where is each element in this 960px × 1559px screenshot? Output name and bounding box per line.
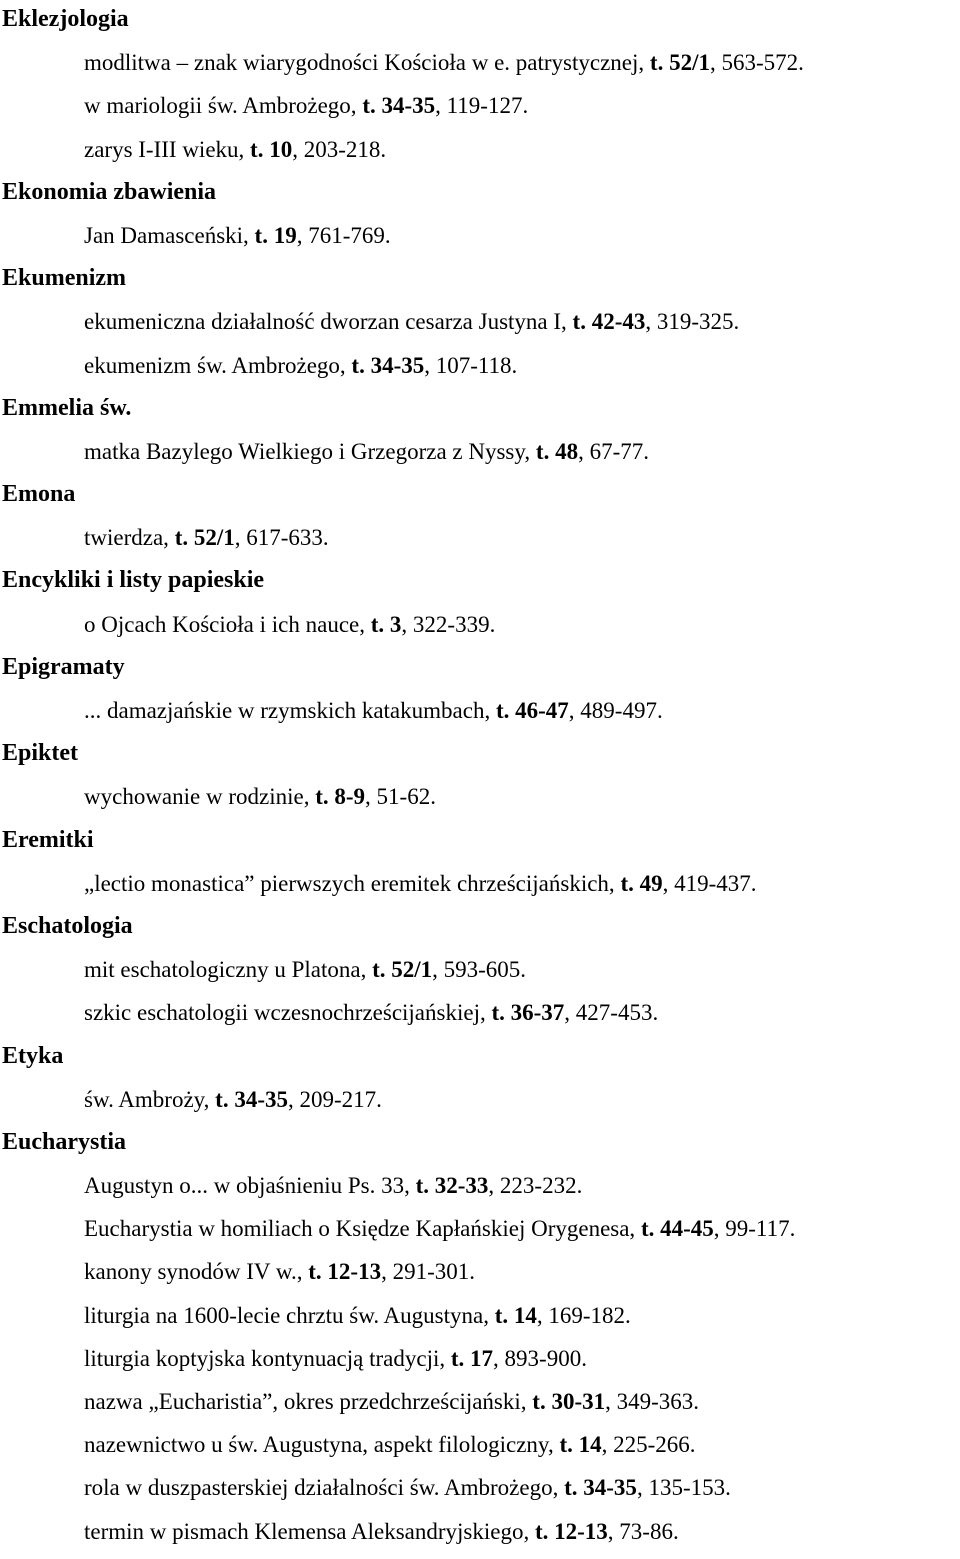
entry-pages: , 563-572. [709,50,804,76]
index-heading: Encykliki i listy papieskie [2,567,265,594]
entry-volume: t. 52/1 [649,50,710,76]
entry-text: modlitwa – znak wiarygodności Kościoła w e. patrystycznej, [84,50,650,76]
index-entry [0,1510,960,1553]
index-group [0,646,960,732]
index-entry [0,430,960,473]
index-heading: Eschatologia [2,912,133,939]
entry-pages: , 593-605. [432,957,527,983]
index-entry [0,948,960,991]
index-entry [0,862,960,905]
index-entry [0,1423,960,1466]
index-heading: Ekonomia zbawienia [2,178,217,205]
index-entry [0,1250,960,1293]
entry-pages: , 135-153. [636,1475,731,1501]
entry-text: nazwa „Eucharistia”, okres przedchrześcijański, [84,1389,533,1414]
entry-text: matka Bazylego Wielkiego i Grzegorza z Nyssy, [84,438,536,464]
index-heading: Emona [2,481,76,508]
entry-volume: t. 14 [494,1302,537,1328]
index-group [0,905,960,1035]
entry-pages: , 99-117. [713,1216,796,1242]
entry-volume: t. 8-9 [315,784,366,810]
entry-pages: , 427-453. [564,1000,659,1026]
index-entry [0,1164,960,1207]
index-entry [0,344,960,387]
entry-volume: t. 52/1 [372,957,433,983]
index-entry [0,603,960,646]
index-entry [0,1466,960,1509]
entry-volume: t. 34-35 [362,93,436,119]
entry-pages: , 119-127. [435,93,529,119]
entry-pages: , 349-363. [605,1389,700,1414]
entry-volume: t. 34-35 [215,1086,288,1112]
entry-text: liturgia koptyjska kontynuacją tradycji, [84,1345,451,1371]
entry-text: zarys I-III wieku, [84,136,251,162]
entry-volume: t. 3 [370,611,402,637]
index-entry [0,84,960,127]
entry-pages: , 225-266. [601,1432,696,1458]
index-entry [0,991,960,1034]
entry-text: Eucharystia w homiliach o Księdze Kapłańskiej Orygenesa, [84,1216,641,1242]
index-group [0,387,960,473]
entry-text: twierdza, [84,525,175,551]
index-entry [0,1294,960,1337]
entry-volume: t. 48 [535,438,579,464]
entry-text: mit eschatologiczny u Platona, [84,957,373,983]
entry-pages: , 761-769. [296,222,391,248]
entry-text: ekumenizm św. Ambrożego, [84,352,352,378]
entry-text: „lectio monastica” pierwszych eremitek chrześcijańskich, [84,870,621,896]
entry-pages: , 319-325. [645,309,740,335]
entry-pages: , 322-339. [401,611,496,637]
entry-text: o Ojcach Kościoła i ich nauce, [84,611,371,637]
entry-text: wychowanie w rodzinie, [84,784,316,810]
entry-volume: t. 12-13 [534,1518,608,1544]
entry-text: ekumeniczna działalność dworzan cesarza Justyna I, [84,309,573,335]
entry-pages: , 617-633. [234,525,329,551]
entry-volume: t. 17 [450,1345,494,1371]
entry-text: św. Ambroży, [84,1086,216,1112]
index-heading: Eucharystia [2,1128,127,1155]
entry-pages: , 51-62. [365,784,436,810]
index-heading: Eklezjologia [2,6,129,32]
entry-volume: t. 49 [620,870,663,896]
entry-volume: t. 19 [254,222,297,248]
index-group [0,732,960,818]
index-entry [0,775,960,818]
entry-volume: t. 14 [559,1432,602,1458]
index-group [0,559,960,645]
entry-volume: t. 46-47 [495,698,569,723]
entry-text: Augustyn o... w objaśnieniu Ps. 33, [84,1173,416,1199]
entry-text: kanony synodów IV w., [84,1259,309,1285]
index-heading: Epigramaty [2,653,125,680]
entry-text: ... damazjańskie w rzymskich katakumbach, [84,698,496,723]
index-group [0,171,960,257]
entry-pages: , 489-497. [568,698,663,723]
index-heading: Emmelia św. [2,394,132,421]
index-entry [0,689,960,732]
index-entry [0,128,960,171]
index-group [0,1121,960,1553]
entry-pages: , 209-217. [288,1086,382,1112]
entry-text: szkic eschatologii wczesnochrześcijańskiej, [84,1000,492,1026]
index-group [0,1035,960,1121]
entry-text: rola w duszpasterskiej działalności św. Ambrożego, [84,1475,565,1501]
entry-pages: , 107-118. [424,352,518,378]
entry-text: w mariologii św. Ambrożego, [84,93,363,119]
index-entry [0,1207,960,1250]
entry-text: Jan Damasceński, [84,222,255,248]
entry-text: termin w pismach Klemensa Aleksandryjskiego, [84,1518,535,1544]
entry-volume: t. 42-43 [572,309,646,335]
index-heading: Ekumenizm [2,265,127,292]
index-heading: Epiktet [2,740,79,767]
entry-pages: , 893-900. [493,1345,587,1371]
index-group [0,257,960,387]
index-group [0,819,960,905]
entry-volume: t. 10 [250,136,293,162]
entry-volume: t. 30-31 [532,1389,606,1414]
index-heading: Eremitki [2,826,94,853]
index-entry [0,1078,960,1121]
entry-pages: , 67-77. [578,438,649,464]
entry-volume: t. 32-33 [415,1173,489,1199]
index-entry [0,41,960,84]
index-heading: Etyka [2,1042,64,1069]
index-group [0,473,960,559]
entry-volume: t. 36-37 [491,1000,565,1026]
entry-volume: t. 34-35 [351,352,425,378]
index-entry [0,1380,960,1423]
entry-pages: , 169-182. [536,1302,631,1328]
index-entry [0,214,960,257]
entry-volume: t. 12-13 [308,1259,382,1285]
entry-text: liturgia na 1600-lecie chrztu św. Augustyna, [84,1302,495,1328]
entry-text: nazewnictwo u św. Augustyna, aspekt filologiczny, [84,1432,560,1458]
index-entry [0,300,960,343]
index-entry [0,516,960,559]
entry-volume: t. 34-35 [564,1475,637,1501]
entry-volume: t. 44-45 [640,1216,714,1242]
entry-pages: , 419-437. [662,870,757,896]
entry-pages: , 223-232. [488,1173,583,1199]
entry-pages: , 291-301. [381,1259,475,1285]
entry-volume: t. 52/1 [174,525,235,551]
entry-pages: , 203-218. [292,136,387,162]
index-entry [0,1337,960,1380]
index-group [0,0,960,171]
entry-pages: , 73-86. [607,1518,679,1544]
